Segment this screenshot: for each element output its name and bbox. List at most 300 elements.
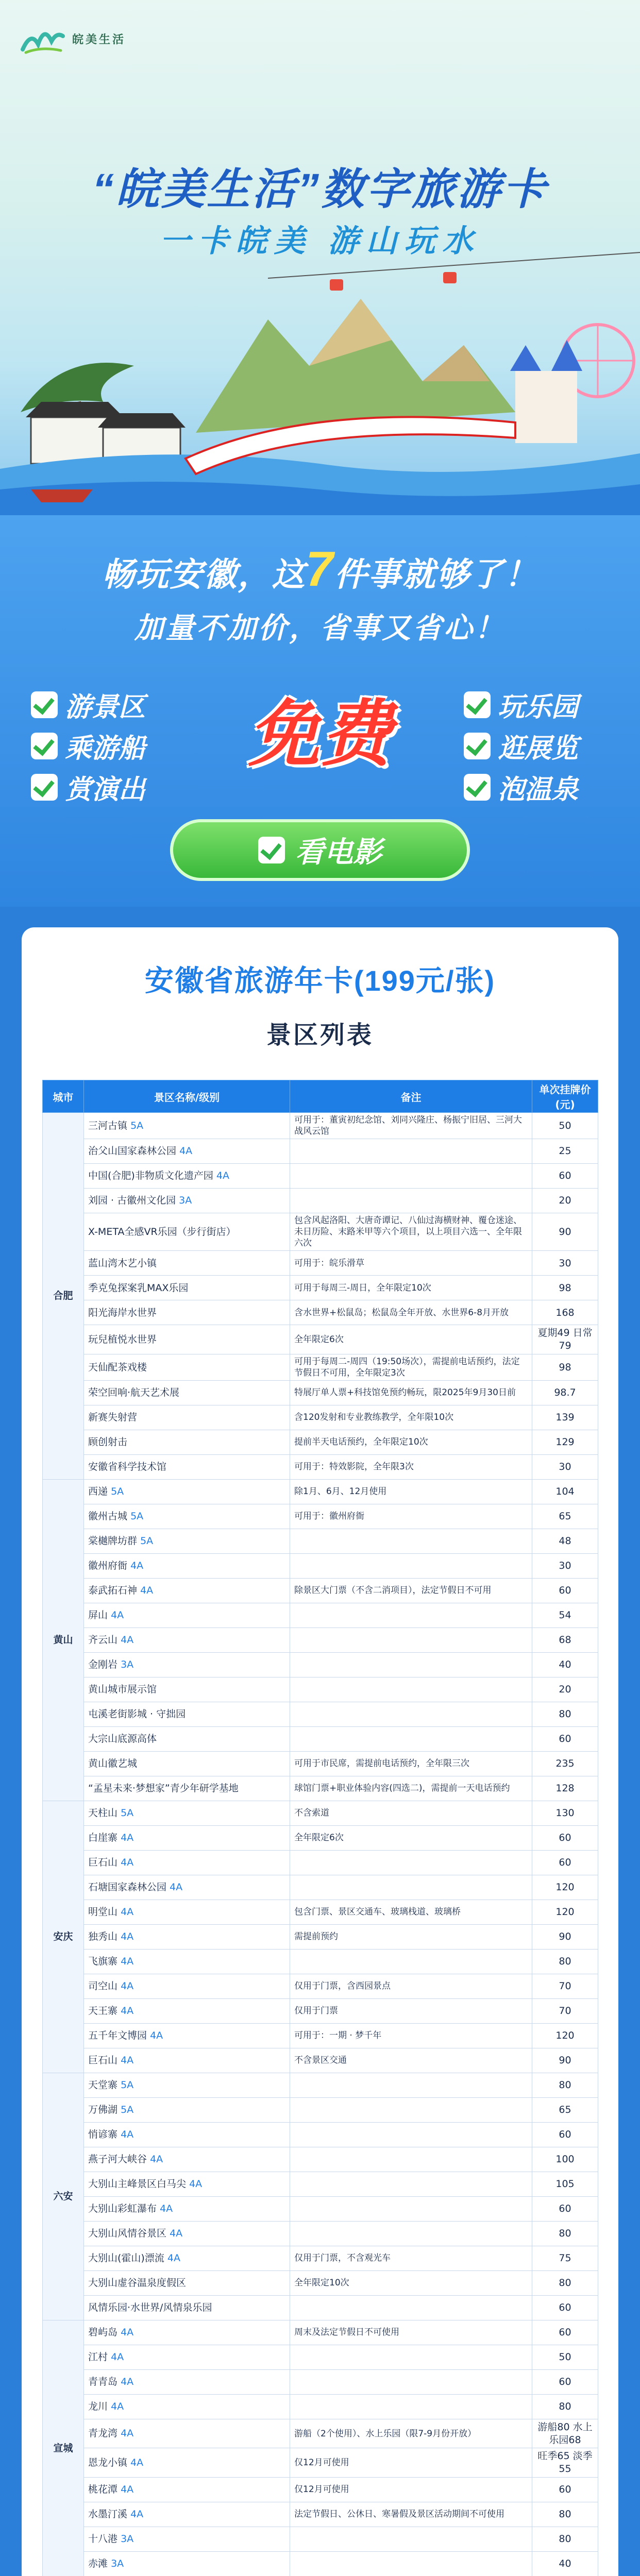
note-cell: 球馆门票+职业体验内容(四选二)，需提前一天电话预约 — [290, 1776, 532, 1801]
scenic-name: 治父山国家森林公园 — [88, 1145, 177, 1157]
check-icon — [31, 774, 58, 801]
scenic-name: 荣空回响·航天艺术展 — [88, 1387, 180, 1399]
price-cell: 128 — [532, 1776, 598, 1801]
scenic-level: 5A — [130, 1511, 144, 1522]
price-cell: 40 — [532, 2551, 598, 2576]
scenic-name: 赤滩 — [88, 2557, 108, 2569]
scenic-name-cell — [84, 2477, 290, 2502]
scenic-name-cell — [84, 2502, 290, 2527]
scenic-level: 5A — [121, 1807, 134, 1819]
note-cell: 仅12月可使用 — [290, 2477, 532, 2502]
scenic-name-cell — [84, 1554, 290, 1579]
benefit-item: 逛展览 — [464, 726, 578, 765]
note-cell — [290, 2551, 532, 2576]
table-row — [43, 2098, 598, 2123]
table-row — [43, 1999, 598, 2024]
scenic-name-cell — [84, 2448, 290, 2477]
scenic-level: 5A — [121, 2079, 134, 2091]
price-cell: 70 — [532, 1974, 598, 1999]
price-cell: 80 — [532, 2271, 598, 2296]
scenic-name: 刘园 · 古徽州文化园 — [88, 1195, 176, 1207]
benefit-item: 游景区 — [31, 685, 145, 724]
note-cell — [290, 2073, 532, 2098]
price-cell: 90 — [532, 1213, 598, 1251]
note-cell — [290, 2197, 532, 2222]
note-cell: 可用于：特效影院，全年限3次 — [290, 1455, 532, 1480]
scenic-name: 五千年文博园 — [88, 2030, 147, 2042]
table-row — [43, 2477, 598, 2502]
scenic-level: 4A — [170, 2228, 183, 2240]
scenic-section-title: 景区列表 — [266, 1022, 374, 1049]
price-cell: 60 — [532, 2370, 598, 2395]
scenic-name: 青龙湾 — [88, 2428, 118, 2439]
note-cell — [290, 2098, 532, 2123]
scenic-name: 天堂寨 — [88, 2079, 118, 2091]
note-cell — [290, 1628, 532, 1653]
note-cell: 包含门票、景区交通车、玻璃栈道、玻璃桥 — [290, 1900, 532, 1925]
scenic-name: 青青岛 — [88, 2376, 118, 2388]
note-cell: 仅用于门票 — [290, 1999, 532, 2024]
table-row — [43, 2271, 598, 2296]
note-cell: 全年限定10次 — [290, 2271, 532, 2296]
scenic-level: 4A — [121, 2005, 134, 2017]
table-row — [43, 1139, 598, 1164]
table-row — [43, 1455, 598, 1480]
scenic-level: 4A — [121, 1857, 134, 1869]
table-row — [43, 2296, 598, 2320]
price-cell: 48 — [532, 1529, 598, 1554]
table-row — [43, 1480, 598, 1504]
scenic-name-cell — [84, 2123, 290, 2147]
benefit-item: 泡温泉 — [464, 768, 578, 806]
scenic-name: 天仙配茶戏楼 — [88, 1361, 147, 1373]
promo-headline: 畅玩安徽，这7件事就够了！ — [102, 541, 538, 597]
scenic-name: 碧屿岛 — [88, 2327, 118, 2338]
note-cell: 不含索道 — [290, 1801, 532, 1826]
price-cell: 98 — [532, 1354, 598, 1380]
table-row — [43, 1826, 598, 1851]
scenic-name-cell — [84, 1826, 290, 1851]
table-row — [43, 1653, 598, 1677]
price-cell: 50 — [532, 2345, 598, 2370]
table-row — [43, 2370, 598, 2395]
scenic-level: 4A — [170, 1882, 183, 1893]
note-cell: 仅用于门票，含西园景点 — [290, 1974, 532, 1999]
scenic-name-cell — [84, 1455, 290, 1480]
table-row — [43, 2395, 598, 2419]
note-cell: 不含景区交通 — [290, 2048, 532, 2073]
note-cell — [290, 1139, 532, 1164]
city-cell: 黄山 — [43, 1480, 84, 1801]
table-row — [43, 2246, 598, 2271]
scenic-name: 天柱山 — [88, 1807, 118, 1819]
note-cell — [290, 1727, 532, 1752]
table-row — [43, 2345, 598, 2370]
table-row — [43, 1251, 598, 1276]
scenic-name-cell — [84, 2419, 290, 2448]
scenic-name-cell — [84, 2147, 290, 2172]
table-row — [43, 2172, 598, 2197]
scenic-level: 4A — [111, 2401, 124, 2413]
scenic-level: 4A — [121, 2428, 134, 2439]
scenic-name-cell — [84, 1113, 290, 1139]
scenic-level: 5A — [140, 1535, 154, 1547]
hero-subtitle: 一卡皖美 游山玩水 — [159, 224, 481, 258]
table-row — [43, 1529, 598, 1554]
note-cell — [290, 1875, 532, 1900]
note-cell: 可用于：董寅初纪念馆、刘同兴隆庄、杨振宁旧居、三河大战风云馆 — [290, 1113, 532, 1139]
scenic-name: 龙川 — [88, 2401, 108, 2413]
price-cell: 80 — [532, 2527, 598, 2551]
price-cell: 75 — [532, 2246, 598, 2271]
price-cell: 168 — [532, 1300, 598, 1325]
cable-car-icon — [330, 279, 343, 291]
scenic-level: 4A — [121, 2327, 134, 2338]
scenic-name: 屏山 — [88, 1609, 108, 1621]
table-row — [43, 2551, 598, 2576]
scenic-name-cell — [84, 1189, 290, 1213]
price-cell: 游船80 水上乐园68 — [532, 2419, 598, 2448]
cable-car-icon — [443, 272, 457, 283]
note-cell: 特展厅单人票+科技馆免预约畅玩，限2025年9月30日前 — [290, 1381, 532, 1405]
price-cell: 20 — [532, 1189, 598, 1213]
scenic-name: 大别山风情谷景区 — [88, 2228, 167, 2240]
scenic-level: 3A — [179, 1195, 192, 1207]
note-cell: 需提前预约 — [290, 1925, 532, 1950]
note-cell: 周末及法定节假日不可使用 — [290, 2320, 532, 2345]
table-row — [43, 1189, 598, 1213]
price-cell: 65 — [532, 2098, 598, 2123]
note-cell: 仅12月可使用 — [290, 2448, 532, 2477]
price-cell: 60 — [532, 1826, 598, 1851]
note-cell — [290, 2345, 532, 2370]
table-row — [43, 2048, 598, 2073]
note-cell: 含120发射和专业教练教学，全年限10次 — [290, 1405, 532, 1430]
scenic-name: 黄山徽艺城 — [88, 1758, 138, 1770]
scenic-name: 巨石山 — [88, 2055, 118, 2066]
table-row — [43, 1603, 598, 1628]
note-cell: 提前半天电话预约，全年限定10次 — [290, 1430, 532, 1455]
scenic-name-cell — [84, 1139, 290, 1164]
scenic-name: 屯溪老街影城 · 守拙园 — [88, 1708, 186, 1720]
price-cell: 80 — [532, 2222, 598, 2246]
scenic-level: 4A — [150, 2030, 163, 2042]
scenic-name-cell — [84, 1430, 290, 1455]
table-row — [43, 2123, 598, 2147]
scenic-level: 4A — [130, 2456, 144, 2468]
table-row — [43, 1628, 598, 1653]
benefit-item: 赏演出 — [31, 768, 145, 806]
price-cell: 70 — [532, 1999, 598, 2024]
table-row — [43, 1213, 598, 1251]
scenic-name-cell — [84, 1504, 290, 1529]
price-cell: 60 — [532, 1164, 598, 1189]
scenic-name: 棠樾牌坊群 — [88, 1535, 138, 1547]
scenic-level: 4A — [130, 1560, 144, 1572]
scenic-name: 顾创射击 — [88, 1436, 128, 1448]
scenic-name: 独秀山 — [88, 1931, 118, 1943]
scenic-name: 十八港 — [88, 2533, 118, 2545]
price-cell: 30 — [532, 1554, 598, 1579]
note-cell — [290, 1554, 532, 1579]
scenic-name-cell — [84, 2073, 290, 2098]
note-cell — [290, 2296, 532, 2320]
table-row — [43, 1702, 598, 1727]
note-cell — [290, 1851, 532, 1875]
price-cell: 120 — [532, 2024, 598, 2048]
note-cell — [290, 2395, 532, 2419]
table-row — [43, 1801, 598, 1826]
price-cell: 60 — [532, 2320, 598, 2345]
scenic-name-cell — [84, 1603, 290, 1628]
scenic-name-cell — [84, 2551, 290, 2576]
price-cell: 120 — [532, 1875, 598, 1900]
scenic-name-cell — [84, 1752, 290, 1776]
scenic-name: 水墨汀溪 — [88, 2508, 128, 2520]
scenic-name: 玩兒植悦水世界 — [88, 1333, 157, 1345]
table-row — [43, 1325, 598, 1354]
table-row — [43, 1164, 598, 1189]
price-cell: 80 — [532, 2395, 598, 2419]
scenic-level: 4A — [121, 2483, 134, 2495]
scenic-name-cell — [84, 2395, 290, 2419]
scenic-level: 4A — [179, 1145, 193, 1157]
scenic-name-cell — [84, 2197, 290, 2222]
scenic-name-cell — [84, 1950, 290, 1974]
scenic-name: 西递 — [88, 1486, 108, 1498]
note-cell — [290, 1677, 532, 1702]
scenic-name: 安徽省科学技术馆 — [88, 1461, 167, 1473]
note-cell — [290, 1529, 532, 1554]
scenic-name-cell — [84, 2098, 290, 2123]
benefit-item: 玩乐园 — [464, 685, 578, 724]
scenic-name: 大别山彩虹瀑布 — [88, 2203, 157, 2215]
note-cell — [290, 1189, 532, 1213]
scenic-name-cell — [84, 2222, 290, 2246]
price-cell: 100 — [532, 2147, 598, 2172]
scenic-name-cell — [84, 1213, 290, 1251]
scenic-name-cell — [84, 1579, 290, 1603]
scenic-level: 5A — [130, 1120, 144, 1131]
check-icon — [464, 733, 491, 759]
note-cell — [290, 2370, 532, 2395]
promo-subline: 加量不加价，省事又省心！ — [134, 612, 506, 644]
price-cell: 65 — [532, 1504, 598, 1529]
scenic-level: 4A — [160, 2203, 173, 2215]
table-row — [43, 1381, 598, 1405]
price-cell: 104 — [532, 1480, 598, 1504]
note-cell — [290, 2172, 532, 2197]
note-cell: 除景区大门票（不含二消项目），法定节假日不可用 — [290, 1579, 532, 1603]
price-cell: 139 — [532, 1405, 598, 1430]
table-row — [43, 1113, 598, 1139]
scenic-name-cell — [84, 1776, 290, 1801]
scenic-name: 天王寨 — [88, 2005, 118, 2017]
table-row — [43, 2197, 598, 2222]
table-row — [43, 2147, 598, 2172]
price-cell: 105 — [532, 2172, 598, 2197]
movie-button[interactable]: 看电影 — [170, 819, 470, 881]
header-price: 单次挂牌价(元) — [532, 1080, 598, 1113]
table-row — [43, 2222, 598, 2246]
note-cell — [290, 2527, 532, 2551]
scenic-name: 桃花潭 — [88, 2483, 118, 2495]
header-note: 备注 — [290, 1080, 532, 1113]
scenic-name-cell — [84, 2320, 290, 2345]
scenic-level: 4A — [121, 2129, 134, 2141]
price-cell: 60 — [532, 2477, 598, 2502]
scenic-level: 4A — [121, 2376, 134, 2388]
price-cell: 夏期49 日常79 — [532, 1325, 598, 1354]
scenic-name: 巨石山 — [88, 1857, 118, 1869]
city-cell: 六安 — [43, 2073, 84, 2320]
scenic-name: 白崖寨 — [88, 1832, 118, 1844]
scenic-name-cell — [84, 1381, 290, 1405]
table-row — [43, 1677, 598, 1702]
note-cell: 游船（2个使用）、水上乐园（限7-9月份开放） — [290, 2419, 532, 2448]
scenic-name: 金刚岩 — [88, 1659, 118, 1671]
price-cell: 60 — [532, 1727, 598, 1752]
note-cell: 可用于每周三-周日，全年限定10次 — [290, 1276, 532, 1300]
boat-icon — [31, 489, 93, 502]
note-cell: 除1月、6月、12月使用 — [290, 1480, 532, 1504]
note-cell — [290, 2222, 532, 2246]
scenic-name-cell — [84, 1900, 290, 1925]
table-row — [43, 1405, 598, 1430]
check-icon — [31, 733, 58, 759]
note-cell: 法定节假日、公休日、寒暑假及景区活动期间不可使用 — [290, 2502, 532, 2527]
scenic-name: 泰武拓石神 — [88, 1585, 138, 1597]
scenic-name: 大宗山底源高体 — [88, 1733, 157, 1745]
scenic-name-cell — [84, 1405, 290, 1430]
price-cell: 40 — [532, 1653, 598, 1677]
scenic-name-cell — [84, 2024, 290, 2048]
free-badge: 免费 — [247, 693, 392, 774]
scenic-name-cell — [84, 2296, 290, 2320]
scenic-name-cell — [84, 2345, 290, 2370]
price-cell: 129 — [532, 1430, 598, 1455]
note-cell: 全年限定6次 — [290, 1325, 532, 1354]
scenic-name: 燕子河大峡谷 — [88, 2154, 147, 2165]
scenic-name: “孟星未来·梦想家”青少年研学基地 — [88, 1783, 239, 1794]
promo-section — [0, 515, 640, 907]
price-cell: 25 — [532, 1139, 598, 1164]
scenic-name-cell — [84, 1999, 290, 2024]
scenic-name-cell — [84, 2271, 290, 2296]
scenic-name-cell — [84, 1875, 290, 1900]
price-cell: 80 — [532, 1950, 598, 1974]
header-name: 景区名称/级别 — [84, 1080, 290, 1113]
note-cell — [290, 2147, 532, 2172]
table-row — [43, 2527, 598, 2551]
table-row — [43, 1776, 598, 1801]
table-row — [43, 1875, 598, 1900]
scenic-name: 石塘国家森林公园 — [88, 1882, 167, 1893]
price-cell: 60 — [532, 2296, 598, 2320]
scenic-name-cell — [84, 1851, 290, 1875]
table-header-row — [43, 1080, 598, 1113]
price-cell: 80 — [532, 1702, 598, 1727]
table-row — [43, 1974, 598, 1999]
scenic-level: 4A — [111, 1609, 124, 1621]
price-cell: 60 — [532, 2197, 598, 2222]
price-cell: 60 — [532, 1851, 598, 1875]
scenic-name-cell — [84, 1677, 290, 1702]
logo-icon — [21, 21, 65, 57]
note-cell: 可用于每周二-周四（19:50场次），需提前电话预约，法定节假日不可用，全年限定3次 — [290, 1354, 532, 1380]
scenic-level: 4A — [121, 1956, 134, 1968]
scenic-level: 4A — [150, 2154, 163, 2165]
table-row — [43, 2073, 598, 2098]
scenic-name-cell — [84, 1529, 290, 1554]
table-row — [43, 1504, 598, 1529]
check-icon — [464, 691, 491, 718]
scenic-name: 大别山主峰景区白马尖 — [88, 2178, 187, 2190]
table-row — [43, 1430, 598, 1455]
price-cell: 68 — [532, 1628, 598, 1653]
scenic-name: 阳光海岸水世界 — [88, 1307, 157, 1318]
table-row — [43, 1752, 598, 1776]
scenic-name-cell — [84, 1653, 290, 1677]
price-cell: 98 — [532, 1276, 598, 1300]
header-city: 城市 — [43, 1080, 84, 1113]
table-row — [43, 1300, 598, 1325]
table-row — [43, 1276, 598, 1300]
check-icon — [31, 691, 58, 718]
scenic-name-cell — [84, 2246, 290, 2271]
table-row — [43, 2502, 598, 2527]
table-row — [43, 2024, 598, 2048]
scenic-name-cell — [84, 1727, 290, 1752]
scenic-level: 4A — [121, 1634, 134, 1646]
price-cell: 80 — [532, 2073, 598, 2098]
scenic-name-cell — [84, 1300, 290, 1325]
scenic-name: 飞旗寨 — [88, 1956, 118, 1968]
price-cell: 235 — [532, 1752, 598, 1776]
price-cell: 30 — [532, 1455, 598, 1480]
scenic-name-cell — [84, 1480, 290, 1504]
scenic-name: 大别山虚谷温泉度假区 — [88, 2277, 187, 2289]
note-cell — [290, 1164, 532, 1189]
scenic-name-cell — [84, 1325, 290, 1354]
scenic-name-cell — [84, 2048, 290, 2073]
scenic-level: 4A — [189, 2178, 203, 2190]
scenic-level: 4A — [111, 2351, 124, 2363]
city-cell: 合肥 — [43, 1113, 84, 1480]
price-cell: 旺季65 淡季55 — [532, 2448, 598, 2477]
scenic-name: 明堂山 — [88, 1906, 118, 1918]
table-row — [43, 2320, 598, 2345]
scenic-level: 4A — [121, 2055, 134, 2066]
scenic-name-cell — [84, 1801, 290, 1826]
scenic-name: 齐云山 — [88, 1634, 118, 1646]
scenic-level: 4A — [167, 2252, 180, 2264]
scenic-name: 大别山(霍山)漂流 — [88, 2252, 164, 2264]
price-cell: 130 — [532, 1801, 598, 1826]
scenic-name: 徽州古城 — [88, 1511, 128, 1522]
scenic-name: 风情乐园·水世界/风情泉乐园 — [88, 2302, 212, 2314]
scenic-name-cell — [84, 2527, 290, 2551]
note-cell — [290, 1702, 532, 1727]
note-cell — [290, 1950, 532, 1974]
scenic-name-cell — [84, 1974, 290, 1999]
logo-text: 皖美生活 — [72, 32, 126, 46]
scenic-name: X-META全感VR乐园（步行街店） — [88, 1226, 236, 1238]
scenic-level: 4A — [121, 1931, 134, 1943]
city-cell: 宣城 — [43, 2320, 84, 2576]
scenic-name-cell — [84, 1925, 290, 1950]
scenic-level: 4A — [140, 1585, 154, 1597]
